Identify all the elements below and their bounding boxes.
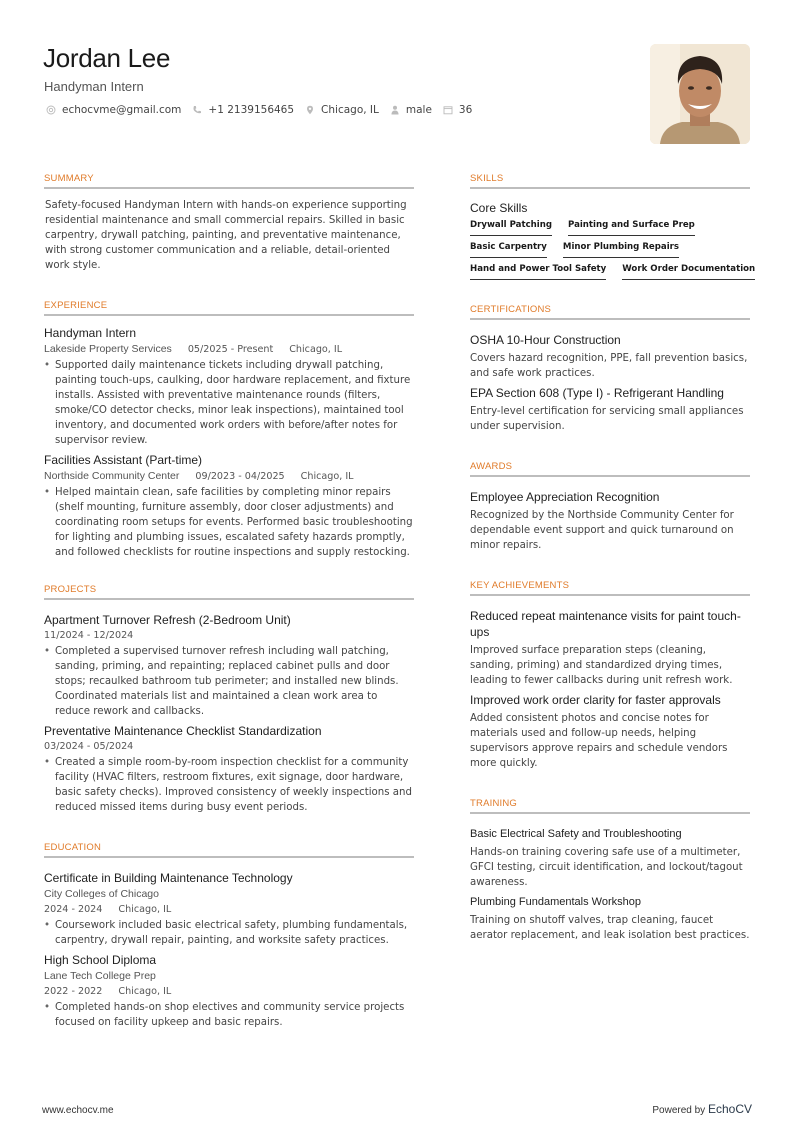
project-bullet [44,755,414,815]
education-dates-row [44,984,414,1000]
school-name: Lane Tech College Prep [44,970,156,982]
phone-icon [192,105,202,115]
summary-section [44,173,414,273]
achievements-heading: KEY ACHIEVEMENTS [470,580,750,596]
project-title: Apartment Turnover Refresh (2-Bedroom Unit) [44,613,291,627]
skill-tag: Work Order Documentation [622,264,755,280]
bullet-dot: • [44,487,51,498]
summary-text: Safety-focused Handyman Intern with hands-on experience supporting residential maintenance and small commercial repairs. Skilled in basic carpentry, drywall patching, painting, and preventative maintenance, with strong customer communication and a reliable, detail-oriented work style. [45,200,407,271]
achievements-section [470,580,750,771]
certification-text: Covers hazard recognition, PPE, fall prevention basics, and safe work practices. [470,353,748,379]
project-title: Preventative Maintenance Checklist Standardization [44,724,322,738]
footer-powered-by[interactable] [652,1102,752,1116]
job-dates: 05/2025 - Present [187,344,274,355]
project-meta [44,739,414,755]
contact-phone[interactable] [192,104,294,116]
footer-website-link[interactable]: www.echocv.me [42,1105,114,1116]
projects-heading: PROJECTS [44,584,414,600]
achievement-text: Added consistent photos and concise notes for materials used and follow-up needs, helping supervisors approve repairs and schedule vendors more quickly. [470,713,728,769]
bullet-dot: • [44,360,51,371]
bullet-dot: • [44,646,51,657]
degree-title: Certificate in Building Maintenance Technology [44,871,293,885]
project-dates: 11/2024 - 12/2024 [44,630,134,641]
job-meta [44,468,414,485]
experience-section [44,300,414,560]
training-section [470,798,750,943]
left-column [44,173,414,1030]
certification-title: OSHA 10-Hour Construction [470,333,621,347]
award-item [470,489,750,553]
training-text: Training on shutoff valves, trap cleaning, faucet aerator replacement, and leak isolation best practices. [470,915,750,941]
education-location: Chicago, IL [118,986,172,997]
job-company: Lakeside Property Services [44,343,172,355]
contact-email[interactable] [46,104,181,116]
skills-row [470,242,750,258]
achievement-item [470,692,750,771]
project-bullet [44,644,414,719]
experience-item [44,325,414,448]
summary-heading: SUMMARY [44,173,414,189]
education-item [44,952,414,1030]
skills-group-label: Core Skills [470,201,528,215]
experience-item [44,452,414,560]
education-item [44,870,414,948]
bullet-text: Created a simple room-by-room inspection checklist for a community facility (HVAC filters, restroom fixtures, exit signage, door hardware, basic safety checks). Improved consistency of weekly inspections and reduced missed items during busy event periods. [55,757,412,813]
right-column [470,173,756,943]
person-icon [390,105,400,115]
at-icon [46,105,56,115]
candidate-title: Handyman Intern [44,79,144,94]
certification-item [470,385,750,434]
training-item [470,826,750,890]
job-bullet [44,485,414,560]
job-company: Northside Community Center [44,470,180,482]
certifications-heading: CERTIFICATIONS [470,304,750,320]
education-dates: 2022 - 2022 [44,986,103,997]
education-dates: 2024 - 2024 [44,904,103,915]
calendar-icon [443,105,453,115]
certification-title: EPA Section 608 (Type I) - Refrigerant Handling [470,386,724,400]
education-section [44,842,414,1030]
bullet-dot: • [44,757,51,768]
job-bullet [44,358,414,448]
degree-title: High School Diploma [44,953,157,967]
skills-row [470,220,750,236]
training-title: Plumbing Fundamentals Workshop [470,896,641,908]
contact-location [305,104,379,116]
skill-tag: Basic Carpentry [470,242,547,258]
training-title: Basic Electrical Safety and Troubleshooting [470,828,682,840]
brand-name: EchoCV [707,1102,752,1116]
project-meta [44,628,414,644]
school-meta [44,968,414,984]
job-title: Handyman Intern [44,326,137,340]
school-meta [44,886,414,902]
achievement-title: Reduced repeat maintenance visits for paint touch-ups [470,609,741,639]
skills-heading: SKILLS [470,173,750,189]
candidate-name: Jordan Lee [43,43,171,73]
powered-by-text: Powered by [652,1105,706,1116]
age-text: 36 [458,104,473,116]
contact-age [443,104,472,116]
education-bullet [44,1000,414,1030]
school-name: City Colleges of Chicago [44,888,159,900]
education-location: Chicago, IL [118,904,172,915]
bullet-dot: • [44,920,51,931]
project-item [44,723,414,815]
achievement-item [470,608,750,688]
phone-text: +1 2139156465 [208,104,295,116]
skills-row [470,264,756,280]
gender-text: male [405,104,432,116]
location-pin-icon [305,105,315,115]
skill-tag: Drywall Patching [470,220,552,236]
bullet-dot: • [44,1002,51,1013]
certifications-section [470,304,750,434]
training-heading: TRAINING [470,798,750,814]
bullet-text: Coursework included basic electrical safety, plumbing fundamentals, carpentry, drywall repair, painting, and worksite safety practices. [55,920,408,946]
bullet-text: Helped maintain clean, safe facilities by completing minor repairs (shelf mounting, furniture assembly, door closer adjustments) and coordinating room setups for events. Performed basic troubleshooting for lighting and plumbing issues, escalated safety hazards promptly, and followed checklists for routine inspections and supply restocking. [55,487,413,558]
bullet-text: Completed hands-on shop electives and community service projects focused on facility upkeep and basic repairs. [55,1002,405,1028]
achievement-title: Improved work order clarity for faster approvals [470,693,721,707]
contact-gender [390,104,432,116]
skills-section [470,173,756,280]
achievement-text: Improved surface preparation steps (cleaning, sanding, priming) and standardized drying times, leading to fewer callbacks during unit refresh work. [470,645,733,686]
contact-bar [46,104,483,116]
projects-section [44,584,414,815]
education-bullet [44,918,414,948]
skill-tag: Painting and Surface Prep [568,220,695,236]
profile-photo [650,44,750,144]
bullet-text: Completed a supervised turnover refresh including wall patching, sanding, priming, and repainting; replaced cabinet pulls and door stops; recaulked bathroom tub perimeter; and installed new blinds. Coordinated materials list and maintained a clean work area to reduce rework and callbacks. [55,646,399,717]
project-dates: 03/2024 - 05/2024 [44,741,134,752]
job-meta [44,341,414,358]
awards-heading: AWARDS [470,461,750,477]
awards-section [470,461,750,553]
certification-item [470,332,750,381]
award-text: Recognized by the Northside Community Center for dependable event support and quick turnaround on minor repairs. [470,510,734,551]
job-dates: 09/2023 - 04/2025 [195,471,285,482]
project-item [44,612,414,719]
bullet-text: Supported daily maintenance tickets including drywall patching, painting touch-ups, caulking, door hardware replacement, and fixture installs. Assisted with preventative maintenance rounds (filters, smoke/CO detector checks, minor leak inspections), maintained tool inventory, and documented work orders with before/after notes for supervisor review. [55,360,411,446]
email-text: echocvme@gmail.com [62,104,182,116]
training-text: Hands-on training covering safe use of a multimeter, GFCI testing, circuit identification, and lockout/tagout awareness. [470,847,743,888]
job-title: Facilities Assistant (Part-time) [44,453,203,467]
job-location: Chicago, IL [289,344,343,355]
education-heading: EDUCATION [44,842,414,858]
certification-text: Entry-level certification for servicing small appliances under supervision. [470,406,744,432]
skill-tag: Hand and Power Tool Safety [470,264,606,280]
skill-tag: Minor Plumbing Repairs [563,242,679,258]
education-dates-row [44,902,414,918]
job-location: Chicago, IL [300,471,354,482]
training-item [470,894,750,943]
award-title: Employee Appreciation Recognition [470,490,660,504]
location-text: Chicago, IL [321,104,379,116]
experience-heading: EXPERIENCE [44,300,414,316]
